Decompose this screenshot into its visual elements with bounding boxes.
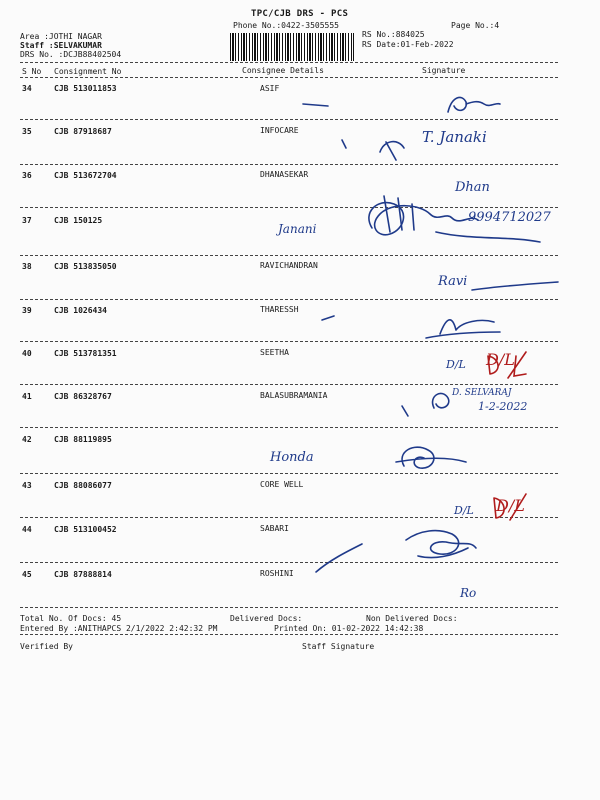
row-sno: 34: [22, 84, 32, 93]
row-sno: 38: [22, 262, 32, 271]
signature-stroke: [436, 232, 540, 242]
row-sno: 37: [22, 216, 32, 225]
col-signature: Signature: [422, 66, 466, 75]
row-sno: 40: [22, 349, 32, 358]
verified-by: Verified By: [20, 642, 73, 651]
area-label: Area :JOTHI NAGAR: [20, 32, 102, 41]
signature-text: D. SELVARAJ: [452, 388, 512, 398]
phone-number: Phone No.:0422-3505555: [233, 21, 339, 30]
rs-date: RS Date:01-Feb-2022: [362, 40, 454, 49]
signature-text: Honda: [270, 450, 314, 465]
row-consignment: CJB 513672704: [54, 171, 117, 180]
row-consignee: THARESSH: [260, 305, 299, 314]
staff-label: Staff :SELVAKUMAR: [20, 41, 102, 50]
signature-text: Ravi: [438, 274, 468, 289]
signature-text: T. Janaki: [422, 128, 487, 146]
report-title: TPC/CJB DRS - PCS: [251, 9, 349, 19]
row-consignment: CJB 513781351: [54, 349, 117, 358]
signature-stroke: [406, 531, 476, 555]
row-consignment: CJB 86328767: [54, 392, 112, 401]
row-sno: 43: [22, 481, 32, 490]
signature-text: 9994712027: [468, 210, 551, 225]
signature-stroke: [322, 316, 334, 320]
printed-on: Printed On: 01-02-2022 14:42:38: [274, 624, 424, 633]
signature-stroke: [342, 140, 346, 148]
row-sno: 39: [22, 306, 32, 315]
signature-text: Janani: [278, 222, 317, 236]
col-consignee: Consignee Details: [242, 66, 324, 75]
row-consignment: CJB 513100452: [54, 525, 117, 534]
signature-stroke: [472, 282, 558, 290]
signature-stroke: [402, 406, 408, 416]
row-consignment: CJB 87918687: [54, 127, 112, 136]
signature-stroke: [396, 447, 466, 468]
delivered-docs: Delivered Docs:: [230, 614, 303, 623]
row-consignment: CJB 513835050: [54, 262, 117, 271]
signature-text: D/L: [446, 358, 466, 371]
signature-stroke: [448, 97, 500, 112]
row-consignee: RAVICHANDRAN: [260, 261, 318, 270]
delivery-mark: [514, 356, 526, 376]
row-consignment: CJB 88119895: [54, 435, 112, 444]
row-consignment: CJB 1026434: [54, 306, 107, 315]
row-sno: 44: [22, 525, 32, 534]
row-consignment: CJB 150125: [54, 216, 103, 225]
row-consignment: CJB 513011853: [54, 84, 117, 93]
row-consignment: CJB 88086077: [54, 481, 112, 490]
signature-text: Ro: [460, 586, 477, 600]
signature-text: Dhan: [455, 180, 490, 195]
delivery-text: D/L: [486, 350, 515, 369]
row-consignee: ASIF: [260, 84, 280, 93]
row-consignee: ROSHINI: [260, 569, 294, 578]
signature-stroke: [303, 104, 328, 106]
row-sno: 45: [22, 570, 32, 579]
row-consignee: DHANASEKAR: [260, 170, 309, 179]
entered-by: Entered By :ANITHAPCS 2/1/2022 2:42:32 PM: [20, 624, 218, 633]
col-sno: S No: [22, 67, 42, 76]
signature-stroke: [433, 393, 449, 408]
signature-text: 1-2-2022: [478, 400, 528, 413]
row-sno: 35: [22, 127, 32, 136]
row-sno: 42: [22, 435, 32, 444]
rs-number: RS No.:884025: [362, 30, 425, 39]
row-sno: 41: [22, 392, 32, 401]
row-consignee: BALASUBRAMANIA: [260, 391, 328, 400]
signature-stroke: [418, 548, 468, 558]
signature-text: D/L: [454, 504, 474, 517]
staff-signature: Staff Signature: [302, 642, 375, 651]
row-consignee: CORE WELL: [260, 480, 304, 489]
total-docs: Total No. Of Docs: 45: [20, 614, 122, 623]
signature-stroke: [316, 544, 362, 572]
col-consignment: Consignment No: [54, 67, 122, 76]
row-sno: 36: [22, 171, 32, 180]
row-consignee: INFOCARE: [260, 126, 299, 135]
row-consignment: CJB 87888814: [54, 570, 112, 579]
page-number: Page No.:4: [451, 21, 500, 30]
signature-stroke: [380, 142, 404, 160]
non-delivered-docs: Non Delivered Docs:: [366, 614, 458, 623]
signature-stroke: [426, 320, 500, 338]
row-consignee: SABARI: [260, 524, 289, 533]
row-consignee: SEETHA: [260, 348, 289, 357]
signature-stroke: [384, 196, 414, 232]
drs-number: DRS No. :DCJB88402504: [20, 50, 122, 59]
delivery-text: D/L: [496, 496, 525, 515]
